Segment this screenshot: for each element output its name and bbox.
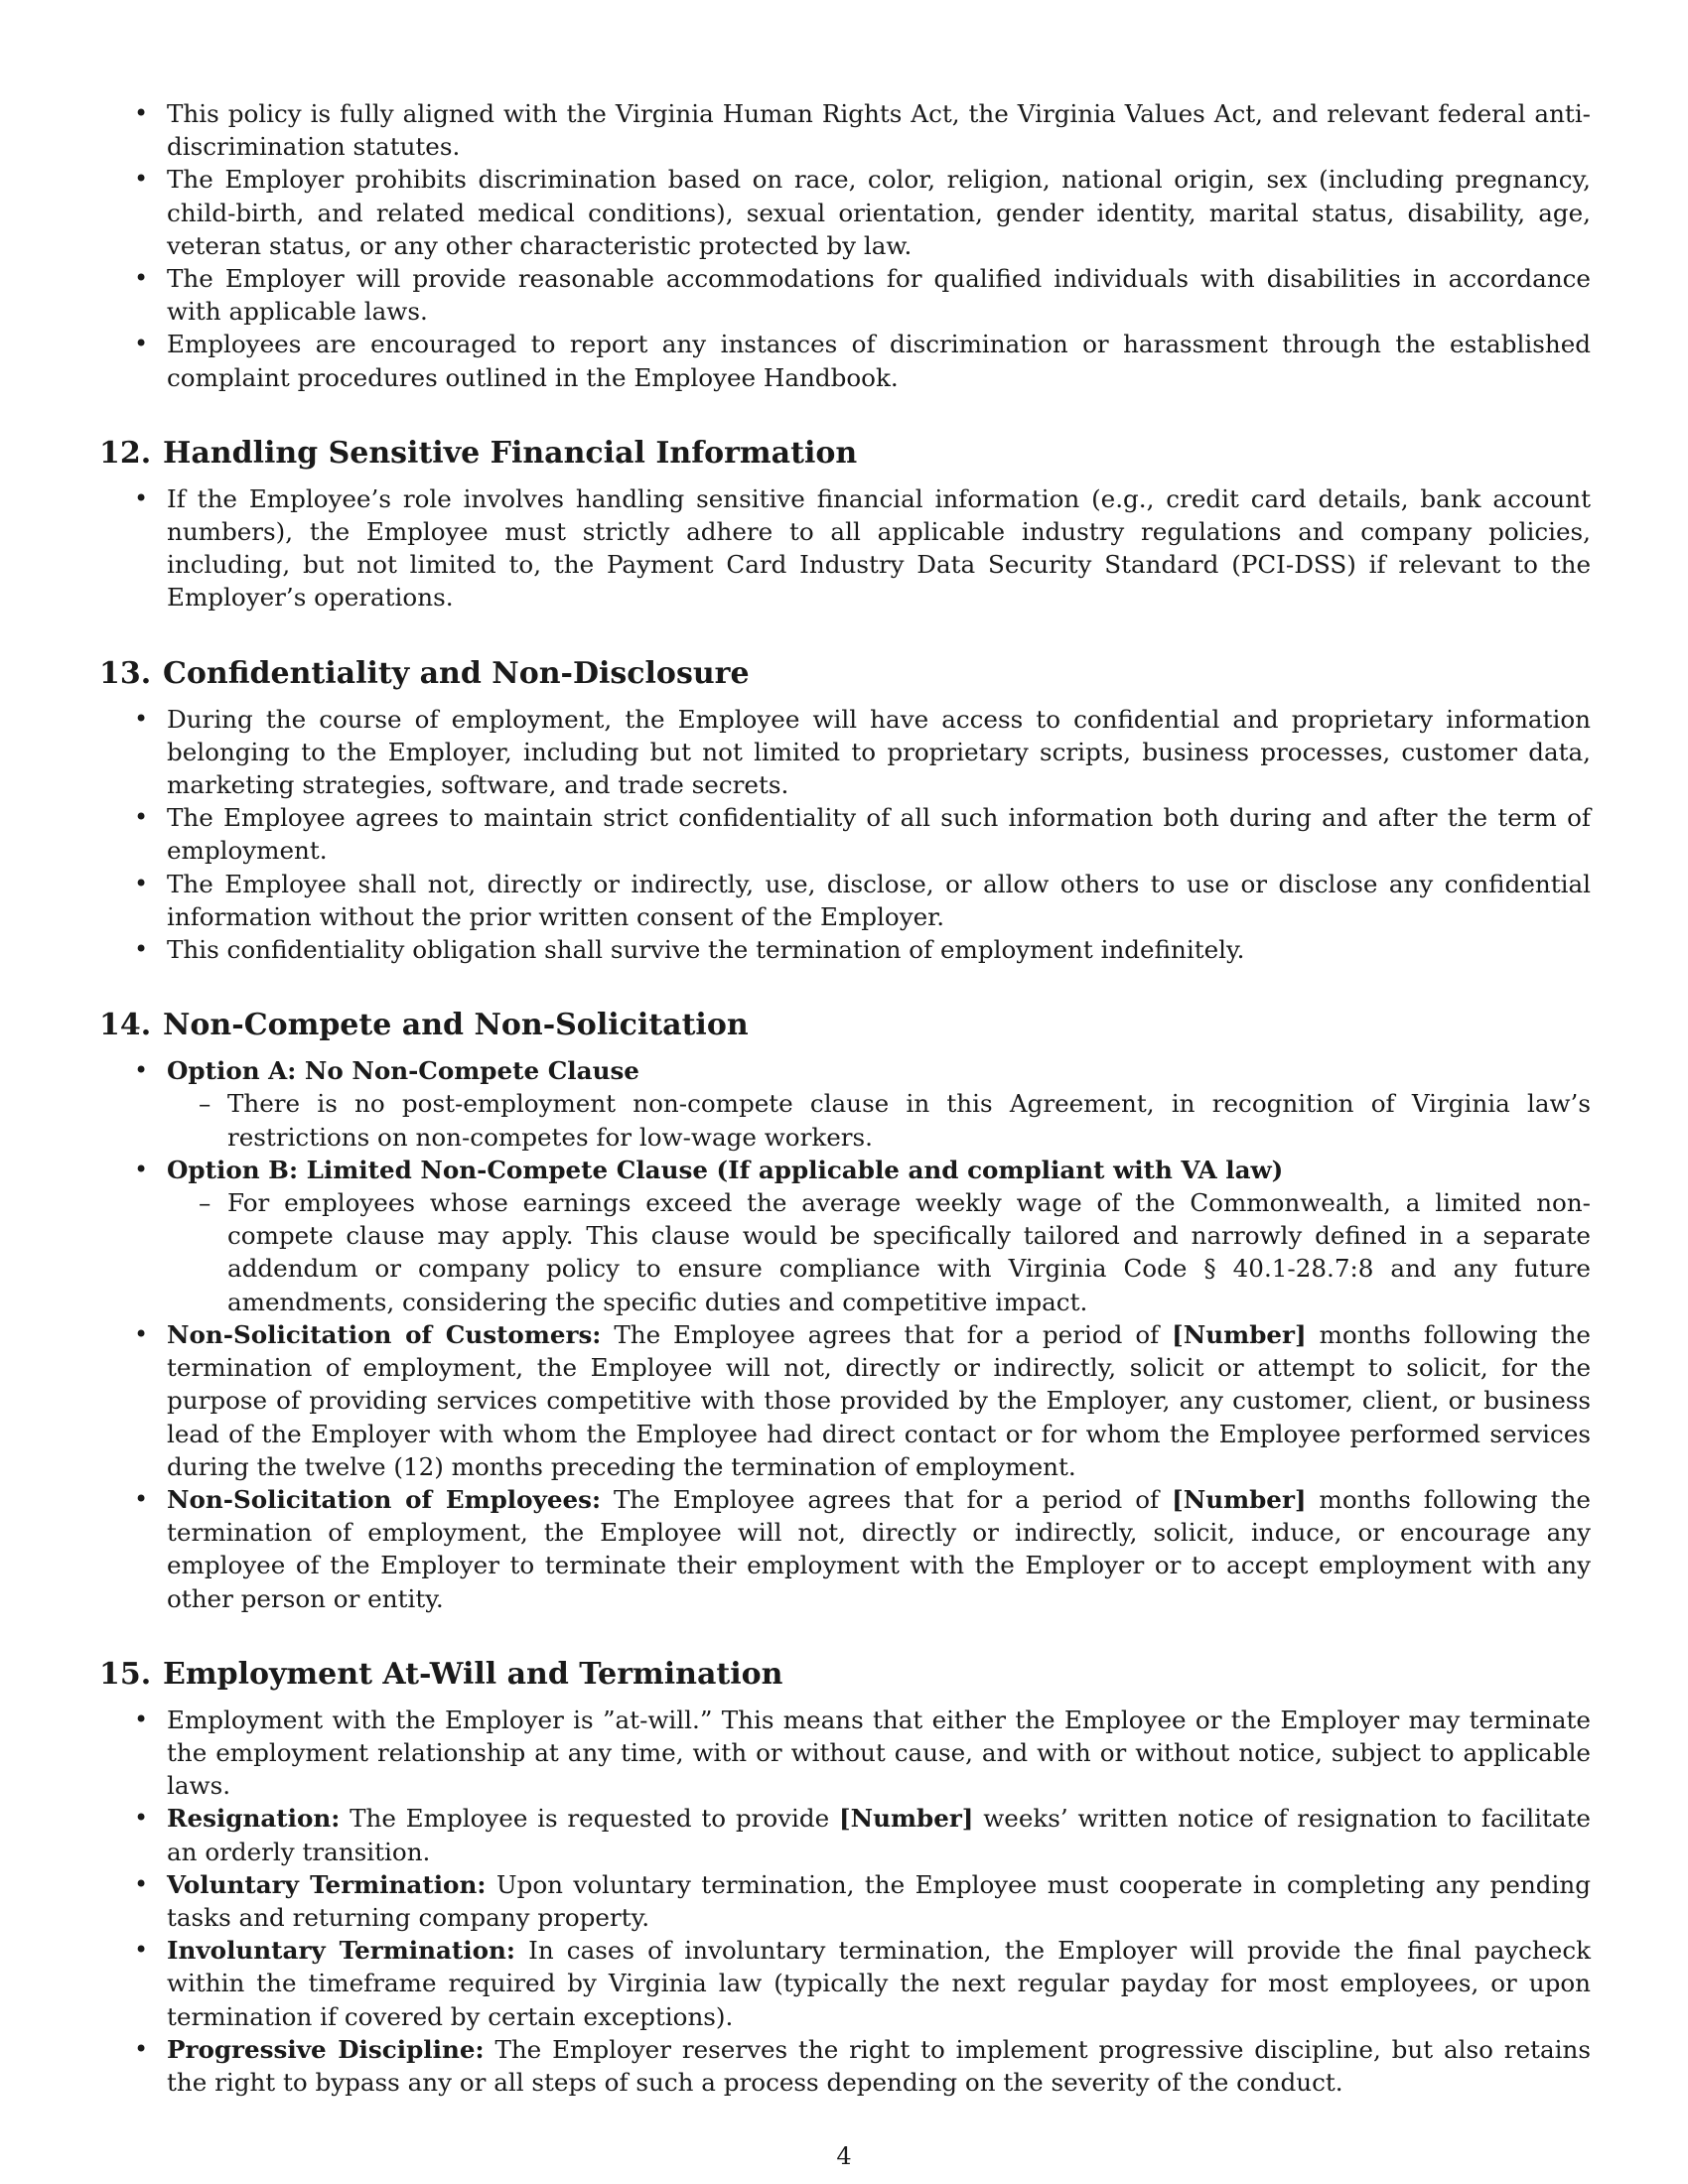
section-12-bullet-list — [99, 482, 1591, 614]
section-number: 14. — [99, 1008, 152, 1043]
list-item: • Employment with the Employer is ”at-will.” This means that either the Employee or the Employer may terminate the employment relationship at any time, with or without cause, and with or without notice, subject to applicable laws. — [99, 1704, 1591, 1803]
section-13-bullet-list — [99, 703, 1591, 967]
section-heading-14 — [99, 1006, 1591, 1045]
section-title: Confidentiality and Non-Disclosure — [163, 655, 750, 691]
list-item: • The Employer will provide reasonable accommodations for qualified individuals with disabilities in accordance with applicable laws. — [99, 262, 1591, 328]
clause-text: The Employee agrees that for a period of — [614, 1484, 1160, 1514]
term-label: Resignation: — [167, 1804, 341, 1834]
page-number: 4 — [836, 2142, 852, 2170]
list-item: • During the course of employment, the Employee will have access to confidential and proprietary information belonging to the Employer, including but not limited to proprietary scripts, business processes, customer data, marketing strategies, software, and trade secrets. — [99, 703, 1591, 802]
section-14-bullet-list — [99, 1054, 1591, 1614]
option-a-sublist — [167, 1087, 1591, 1153]
section-heading-13 — [99, 654, 1591, 694]
list-item: • The Employer prohibits discrimination based on race, color, religion, national origin, sex (including pregnancy, child-birth, and related medical conditions), sexual orientation, gender identity, marital status, disability, age, veteran status, or any other characteristic protected by law. — [99, 163, 1591, 262]
non-solicitation-employees-item — [99, 1483, 1591, 1615]
section-number: 15. — [99, 1656, 152, 1692]
clause-text: months following the termination of employment, the Employee will not, directly or indirectly, solicit, induce, or encourage any employee of the Employer to terminate their employment with the Employer or to accept employment with any other person or entity. — [167, 1484, 1591, 1613]
list-item: • Employees are encouraged to report any instances of discrimination or harassment through the established complaint procedures outlined in the Employee Handbook. — [99, 328, 1591, 393]
section-heading-12 — [99, 434, 1591, 474]
option-a-label: Option A: No Non-Compete Clause — [167, 1056, 639, 1086]
term-label: Non-Solicitation of Customers: — [167, 1319, 602, 1349]
resignation-item — [99, 1802, 1591, 1867]
number-placeholder: [Number] — [838, 1804, 974, 1834]
clause-text: months following the termination of employment, the Employee will not, directly or indirectly, solicit or attempt to solicit, for the purpose of providing services competitive with those provided by the Employer, any customer, client, or business lead of the Employer with whom the Employee had direct contact or for whom the Employee performed services during the twelve (12) months preceding the termination of employment. — [167, 1319, 1591, 1481]
list-item: • The Employee agrees to maintain strict confidentiality of all such information both during and after the term of employment. — [99, 801, 1591, 867]
clause-text: Upon voluntary termination, the Employee must cooperate in completing any pending tasks and returning company property. — [167, 1869, 1591, 1932]
section-title: Non-Compete and Non-Solicitation — [163, 1008, 749, 1043]
option-a-item — [99, 1054, 1591, 1154]
section-heading-15 — [99, 1655, 1591, 1695]
list-item: • The Employee shall not, directly or indirectly, use, disclose, or allow others to use or disclose any confidential information without the prior written consent of the Employer. — [99, 868, 1591, 933]
term-label: Non-Solicitation of Employees: — [167, 1484, 602, 1514]
clause-text: The Employee agrees that for a period of — [614, 1319, 1160, 1349]
list-item: • If the Employee’s role involves handling sensitive financial information (e.g., credit card details, bank account numbers), the Employee must strictly adhere to all applicable industry regulations and company policies, including, but not limited to, the Payment Card Industry Data Security Standard (PCI-DSS) if relevant to the Employer’s operations. — [99, 482, 1591, 614]
list-item: • This confidentiality obligation shall survive the termination of employment indefinitely. — [99, 933, 1591, 966]
involuntary-termination-item — [99, 1934, 1591, 2033]
section-number: 12. — [99, 435, 152, 471]
voluntary-termination-item — [99, 1868, 1591, 1934]
progressive-discipline-item — [99, 2033, 1591, 2099]
clause-text: The Employee is requested to provide — [350, 1804, 830, 1834]
non-solicitation-customers-item — [99, 1318, 1591, 1483]
document-page — [99, 97, 1591, 2099]
section-15-bullet-list — [99, 1704, 1591, 2099]
sub-list-item: – For employees whose earnings exceed the average weekly wage of the Commonwealth, a limited non-compete clause may apply. This clause would be specifically tailored and narrowly defined in a separate addendum or company policy to ensure compliance with Virginia Code § 40.1-28.7:8 and any future amendments, considering the specific duties and competitive impact. — [167, 1186, 1591, 1318]
sub-list-item: – There is no post-employment non-compete clause in this Agreement, in recognition of Virginia law’s restrictions on non-competes for low-wage workers. — [167, 1087, 1591, 1153]
section-title: Employment At-Will and Termination — [163, 1656, 783, 1692]
option-b-sublist — [167, 1186, 1591, 1318]
clause-text: In cases of involuntary termination, the Employer will provide the final paycheck within the timeframe required by Virginia law (typically the next regular payday for most employees, or upon termination if covered by certain exceptions). — [167, 1936, 1592, 2031]
term-label: Progressive Discipline: — [167, 2034, 485, 2064]
clause-text: weeks’ written notice of resignation to facilitate an orderly transition. — [167, 1804, 1591, 1866]
option-b-label: Option B: Limited Non-Compete Clause (If applicable and compliant with VA law) — [167, 1155, 1284, 1184]
number-placeholder: [Number] — [1172, 1319, 1307, 1349]
number-placeholder: [Number] — [1172, 1484, 1307, 1514]
nondiscrimination-bullet-list — [99, 97, 1591, 394]
section-number: 13. — [99, 655, 152, 691]
option-b-item — [99, 1154, 1591, 1318]
list-item: • This policy is fully aligned with the Virginia Human Rights Act, the Virginia Values Act, and relevant federal anti-discrimination statutes. — [99, 97, 1591, 163]
section-title: Handling Sensitive Financial Information — [163, 435, 858, 471]
clause-text: The Employer reserves the right to implement progressive discipline, but also retains the right to bypass any or all steps of such a process depending on the severity of the conduct. — [167, 2034, 1591, 2097]
term-label: Voluntary Termination: — [167, 1869, 487, 1899]
term-label: Involuntary Termination: — [167, 1936, 515, 1966]
